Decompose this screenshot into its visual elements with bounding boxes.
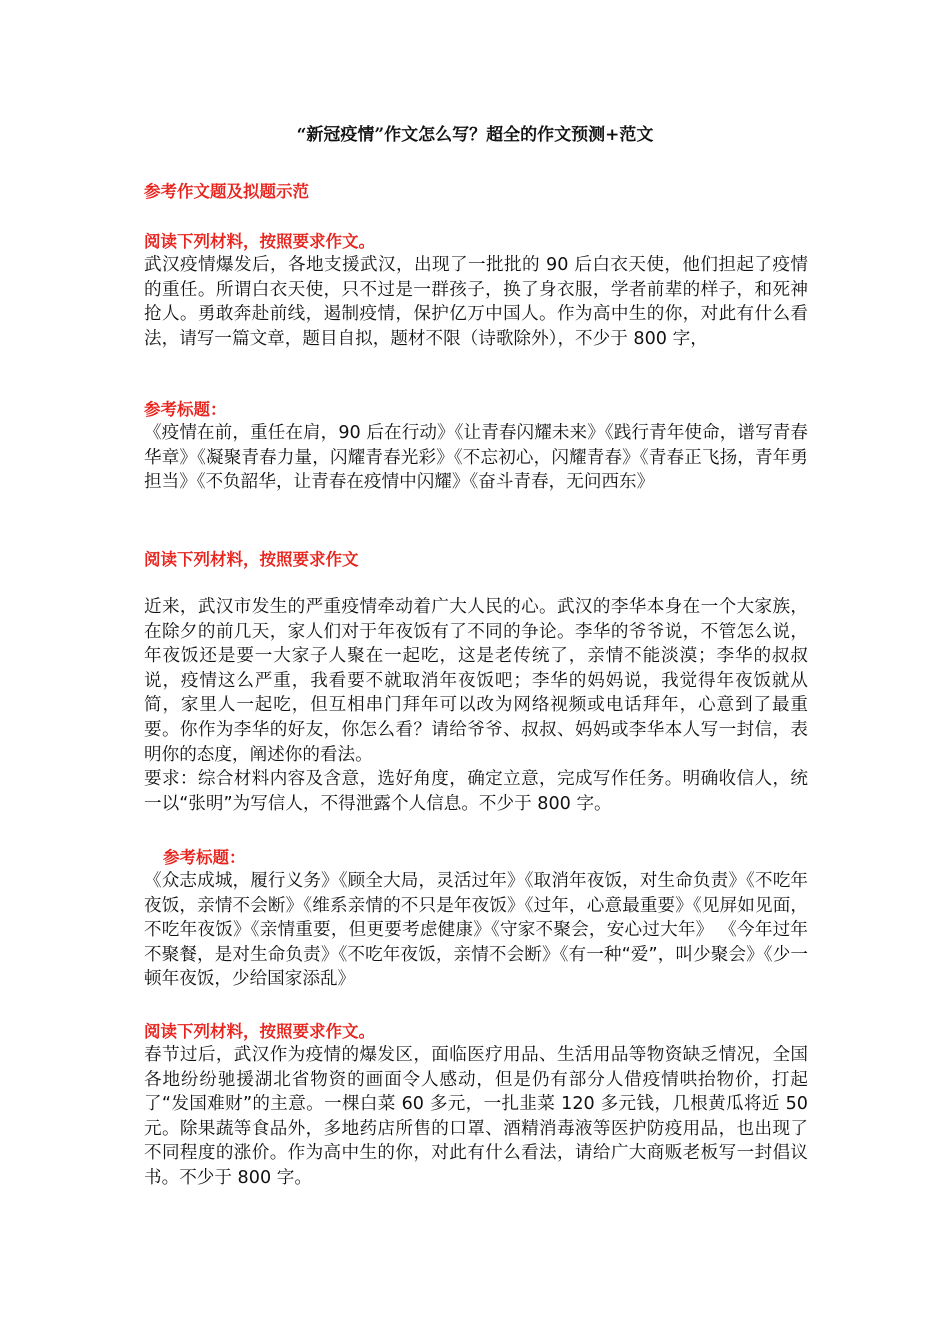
prompt1-heading: 阅读下列材料，按照要求作文。 bbox=[144, 232, 375, 251]
prompt3-text: 春节过后，武汉作为疫情的爆发区，面临医疗用品、生活用品等物资缺乏情况，全国各地纷纷驰援湖北省物资的画面令人感动，但是仍有部分人借疫情哄抬物价，打起了“发国难财”的主意。一棵白菜 60 多元，一扎韭菜 120 多元钱，几根黄瓜将近 50 元。除果蔬等食品外，多地药店所售的口罩、酒精消毒液等医护防疫用品，也出现了不同程度的涨价。作为高中生的你，对此有什么看法，请给广大商贩老板写一封倡议书。不少于 800 字。 bbox=[144, 1045, 808, 1188]
prompt3-heading: 阅读下列材料，按照要求作文。 bbox=[144, 1022, 375, 1041]
prompt1-ref-heading: 参考标题： bbox=[144, 400, 227, 419]
document-title: “新冠疫情”作文怎么写？超全的作文预测+范文 bbox=[296, 125, 654, 145]
prompt2-requirement: 要求：综合材料内容及含意，选好角度，确定立意，完成写作任务。明确收信人，统一以“张明”为写信人，不得泄露个人信息。不少于 800 字。 bbox=[144, 769, 808, 814]
prompt2-ref-heading: 参考标题： bbox=[163, 848, 246, 867]
prompt2-text: 近来，武汉市发生的严重疫情牵动着广大人民的心。武汉的李华本身在一个大家族，在除夕的前几天，家人们对于年夜饭有了不同的争论。李华的爷爷说，不管怎么说，年夜饭还是要一大家子人聚在一起吃，这是老传统了，亲情不能淡漠；李华的叔叔说，疫情这么严重，我看要不就取消年夜饭吧；李华的妈妈说，我觉得年夜饭就从简，家里人一起吃，但互相串门拜年可以改为网络视频或电话拜年，心意到了最重要。你作为李华的好友，你怎么看？请给爷爷、叔叔、妈妈或李华本人写一封信，表明你的态度，阐述你的看法。 bbox=[144, 597, 808, 765]
prompt1-text: 武汉疫情爆发后，各地支援武汉，出现了一批批的 90 后白衣天使，他们担起了疫情的重任。所谓白衣天使，只不过是一群孩子，换了身衣服，学者前辈的样子，和死神抢人。勇敢奔赴前线，遏制疫情，保护亿万中国人。作为高中生的你，对此有什么看法，请写一篇文章，题目自拟，题材不限（诗歌除外），不少于 800 字， bbox=[144, 255, 808, 349]
prompt2-heading: 阅读下列材料，按照要求作文 bbox=[144, 550, 359, 569]
section-heading: 参考作文题及拟题示范 bbox=[144, 182, 309, 201]
prompt2-ref-titles: 《众志成城，履行义务》《顾全大局，灵活过年》《取消年夜饭，对生命负责》《不吃年夜饭，亲情不会断》《维系亲情的不只是年夜饭》《过年，心意最重要》《见屏如见面，不吃年夜饭》《亲情重要，但更要考虑健康》《守家不聚会，安心过大年》 《今年过年不聚餐，是对生命负责》《不吃年夜饭，亲情不会断》《有一种“爱”，叫少聚会》《少一顿年夜饭，少给国家添乱》 bbox=[144, 871, 808, 990]
prompt1-ref-titles: 《疫情在前，重任在肩，90 后在行动》《让青春闪耀未来》《践行青年使命，谱写青春华章》《凝聚青春力量，闪耀青春光彩》《不忘初心，闪耀青春》《青春正飞扬，青年勇担当》《不负韶华，让青春在疫情中闪耀》《奋斗青春，无问西东》 bbox=[144, 423, 808, 493]
